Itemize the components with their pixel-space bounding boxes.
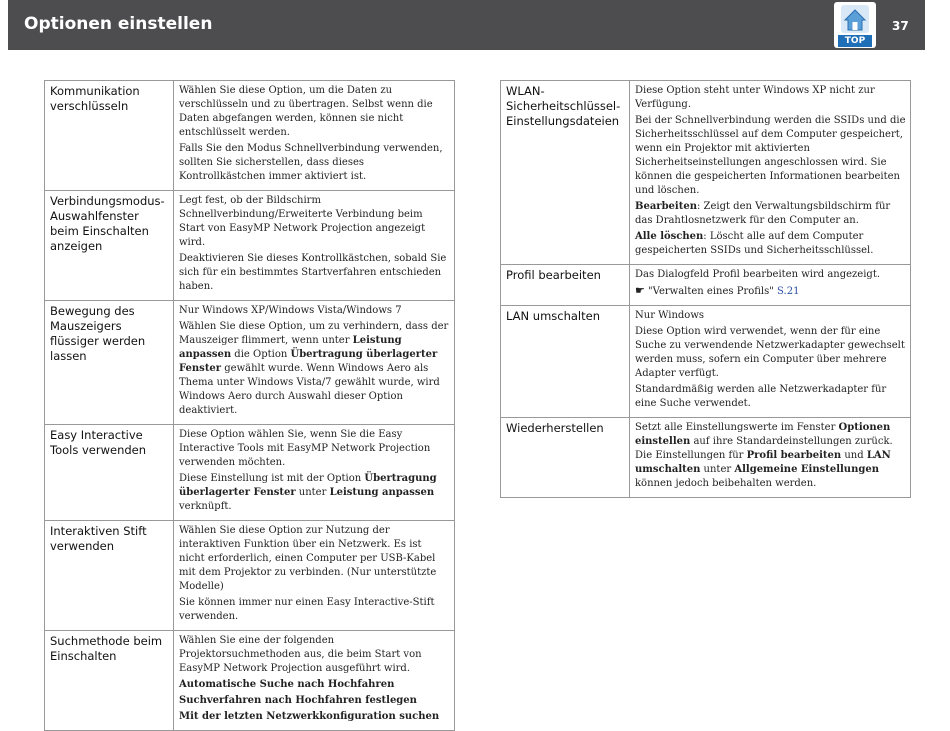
top-button[interactable]	[834, 2, 876, 48]
description-text: Diese Option steht unter Windows XP nicht zur Verfügung.	[635, 85, 875, 110]
option-label: Verbindungsmodus-Auswahlfenster beim Einschalten anzeigen	[45, 191, 174, 301]
bold-term: Leistung anpassen	[179, 335, 402, 360]
text-span: Diese Einstellung ist mit der Option	[179, 473, 365, 484]
table-row	[45, 425, 455, 521]
page-number: 37	[892, 19, 909, 33]
description-text: Wählen Sie eine der folgenden Projektorsuchmethoden aus, die beim Start von EasyMP Network Projection ausgeführt wird.	[179, 635, 422, 674]
table-row	[45, 81, 455, 191]
option-description	[174, 81, 455, 191]
bold-term: Bearbeiten	[635, 201, 697, 212]
text-span: Wählen Sie diese Option, um zu verhindern, dass der Mauszeiger flimmert, wenn unter	[179, 321, 449, 346]
text-span: und	[841, 450, 867, 461]
option-description	[174, 521, 455, 631]
description-text: Nur Windows	[635, 310, 705, 321]
table-row	[501, 418, 911, 498]
pointing-hand-icon: ☛	[635, 284, 645, 297]
description-text	[179, 320, 450, 418]
option-description	[630, 418, 911, 498]
description-text	[635, 421, 906, 491]
option-description	[174, 301, 455, 425]
text-span: können jedoch beibehalten werden.	[635, 478, 817, 489]
bold-term: Übertragung überlagerter Fenster	[179, 473, 437, 498]
option-description	[174, 631, 455, 731]
text-span: unter	[700, 464, 735, 475]
option-label: Interaktiven Stift verwenden	[45, 521, 174, 631]
option-description	[174, 191, 455, 301]
description-text: Falls Sie den Modus Schnellverbindung verwenden, sollten Sie sicherstellen, dass dieses Kontrollkästchen immer aktiviert ist.	[179, 143, 443, 182]
text-span: verknüpft.	[179, 501, 232, 512]
option-description	[630, 81, 911, 265]
description-text	[635, 200, 906, 228]
page-header	[8, 0, 925, 50]
right-options-table	[500, 80, 911, 498]
page-link[interactable]: S.21	[777, 286, 800, 297]
text-span: Setzt alle Einstellungswerte im Fenster	[635, 422, 839, 433]
left-options-table	[44, 80, 455, 731]
search-method-option	[179, 710, 450, 724]
option-description	[630, 265, 911, 306]
option-label: Bewegung des Mauszeigers flüssiger werden lassen	[45, 301, 174, 425]
description-text: Diese Option wird verwendet, wenn der für eine Suche zu verwendende Netzwerkadapter gewechselt werden muss, sofern ein Computer über mehrere Adapter verfügt.	[635, 326, 905, 379]
description-text	[179, 472, 450, 514]
description-text: Diese Option wählen Sie, wenn Sie die Easy Interactive Tools mit EasyMP Network Projection verwenden möchten.	[179, 429, 431, 468]
option-label: WLAN-Sicherheitschlüssel-Einstellungsdateien	[501, 81, 630, 265]
bold-term: Leistung anpassen	[329, 487, 435, 498]
option-description	[174, 425, 455, 521]
home-icon	[841, 5, 869, 33]
cross-reference	[635, 284, 906, 299]
option-description	[630, 306, 911, 418]
description-text: Deaktivieren Sie dieses Kontrollkästchen, sobald Sie sich für ein bestimmtes Startverfahren entschieden haben.	[179, 253, 447, 292]
text-span: : Löscht alle auf dem Computer gespeicherten SSIDs und Sicherheitsschlüssel.	[635, 231, 874, 256]
bold-term: Optionen einstellen	[635, 422, 891, 447]
description-text	[635, 230, 906, 258]
search-method-option	[179, 678, 450, 692]
text-span: die Option	[231, 349, 291, 360]
bold-term: Profil bearbeiten	[746, 450, 842, 461]
top-label: TOP	[838, 35, 872, 47]
reference-title: "Verwalten eines Profils"	[644, 286, 778, 297]
table-row	[501, 306, 911, 418]
option-label: LAN umschalten	[501, 306, 630, 418]
table-row	[45, 521, 455, 631]
option-label: Suchmethode beim Einschalten	[45, 631, 174, 731]
description-text: Bei der Schnellverbindung werden die SSIDs und die Sicherheitsschlüssel auf dem Computer gespeichert, wenn ein Projektor mit aktivierten Sicherheitseinstellungen angeschlossen wird. Sie können die gespeicherten Informationen bearbeiten und löschen.	[635, 115, 906, 196]
text-span: gewählt wurde. Wenn Windows Aero als Thema unter Windows Vista/7 gewählt wurde, wird Windows Aero durch Auswahl dieser Option deaktiviert.	[179, 363, 440, 416]
description-text: Das Dialogfeld Profil bearbeiten wird angezeigt.	[635, 269, 881, 280]
table-row	[45, 301, 455, 425]
bold-term: LAN umschalten	[635, 450, 891, 475]
text-span: auf ihre Standardeinstellungen zurück. Die Einstellungen für	[635, 436, 893, 461]
description-text: Wählen Sie diese Option, um die Daten zu verschlüsseln und zu übertragen. Selbst wenn die Daten abgefangen werden, können sie nicht entschlüsselt werden.	[179, 85, 433, 138]
option-label: Easy Interactive Tools verwenden	[45, 425, 174, 521]
bold-term: Übertragung überlagerter Fenster	[179, 349, 438, 374]
description-text: Legt fest, ob der Bildschirm Schnellverbindung/Erweiterte Verbindung beim Start von EasyMP Network Projection angezeigt wird.	[179, 195, 426, 248]
bold-term: Alle löschen	[635, 231, 704, 242]
text-span: unter	[295, 487, 330, 498]
table-row	[45, 191, 455, 301]
description-text: Nur Windows XP/Windows Vista/Windows 7	[179, 305, 402, 316]
description-text: Sie können immer nur einen Easy Interactive-Stift verwenden.	[179, 597, 435, 622]
text-span: : Zeigt den Verwaltungsbildschirm für das Drahtlosnetzwerk für den Computer an.	[635, 201, 891, 226]
table-row	[501, 265, 911, 306]
bold-term: Mit der letzten Netzwerkkonfiguration suchen	[179, 711, 440, 722]
bold-term: Suchverfahren nach Hochfahren festlegen	[179, 695, 417, 706]
description-text: Standardmäßig werden alle Netzwerkadapter für eine Suche verwendet.	[635, 384, 887, 409]
description-text: Wählen Sie diese Option zur Nutzung der interaktiven Funktion über ein Netzwerk. Es ist nicht erforderlich, einen Computer per USB-Kabel mit dem Projektor zu verbinden. (Nur unterstützte Modelle)	[179, 525, 437, 592]
bold-term: Automatische Suche nach Hochfahren	[179, 679, 395, 690]
page-title: Optionen einstellen	[24, 14, 213, 34]
table-row	[501, 81, 911, 265]
option-label: Kommunikation verschlüsseln	[45, 81, 174, 191]
search-method-option	[179, 694, 450, 708]
option-label: Profil bearbeiten	[501, 265, 630, 306]
bold-term: Allgemeine Einstellungen	[734, 464, 879, 475]
table-row	[45, 631, 455, 731]
option-label: Wiederherstellen	[501, 418, 630, 498]
